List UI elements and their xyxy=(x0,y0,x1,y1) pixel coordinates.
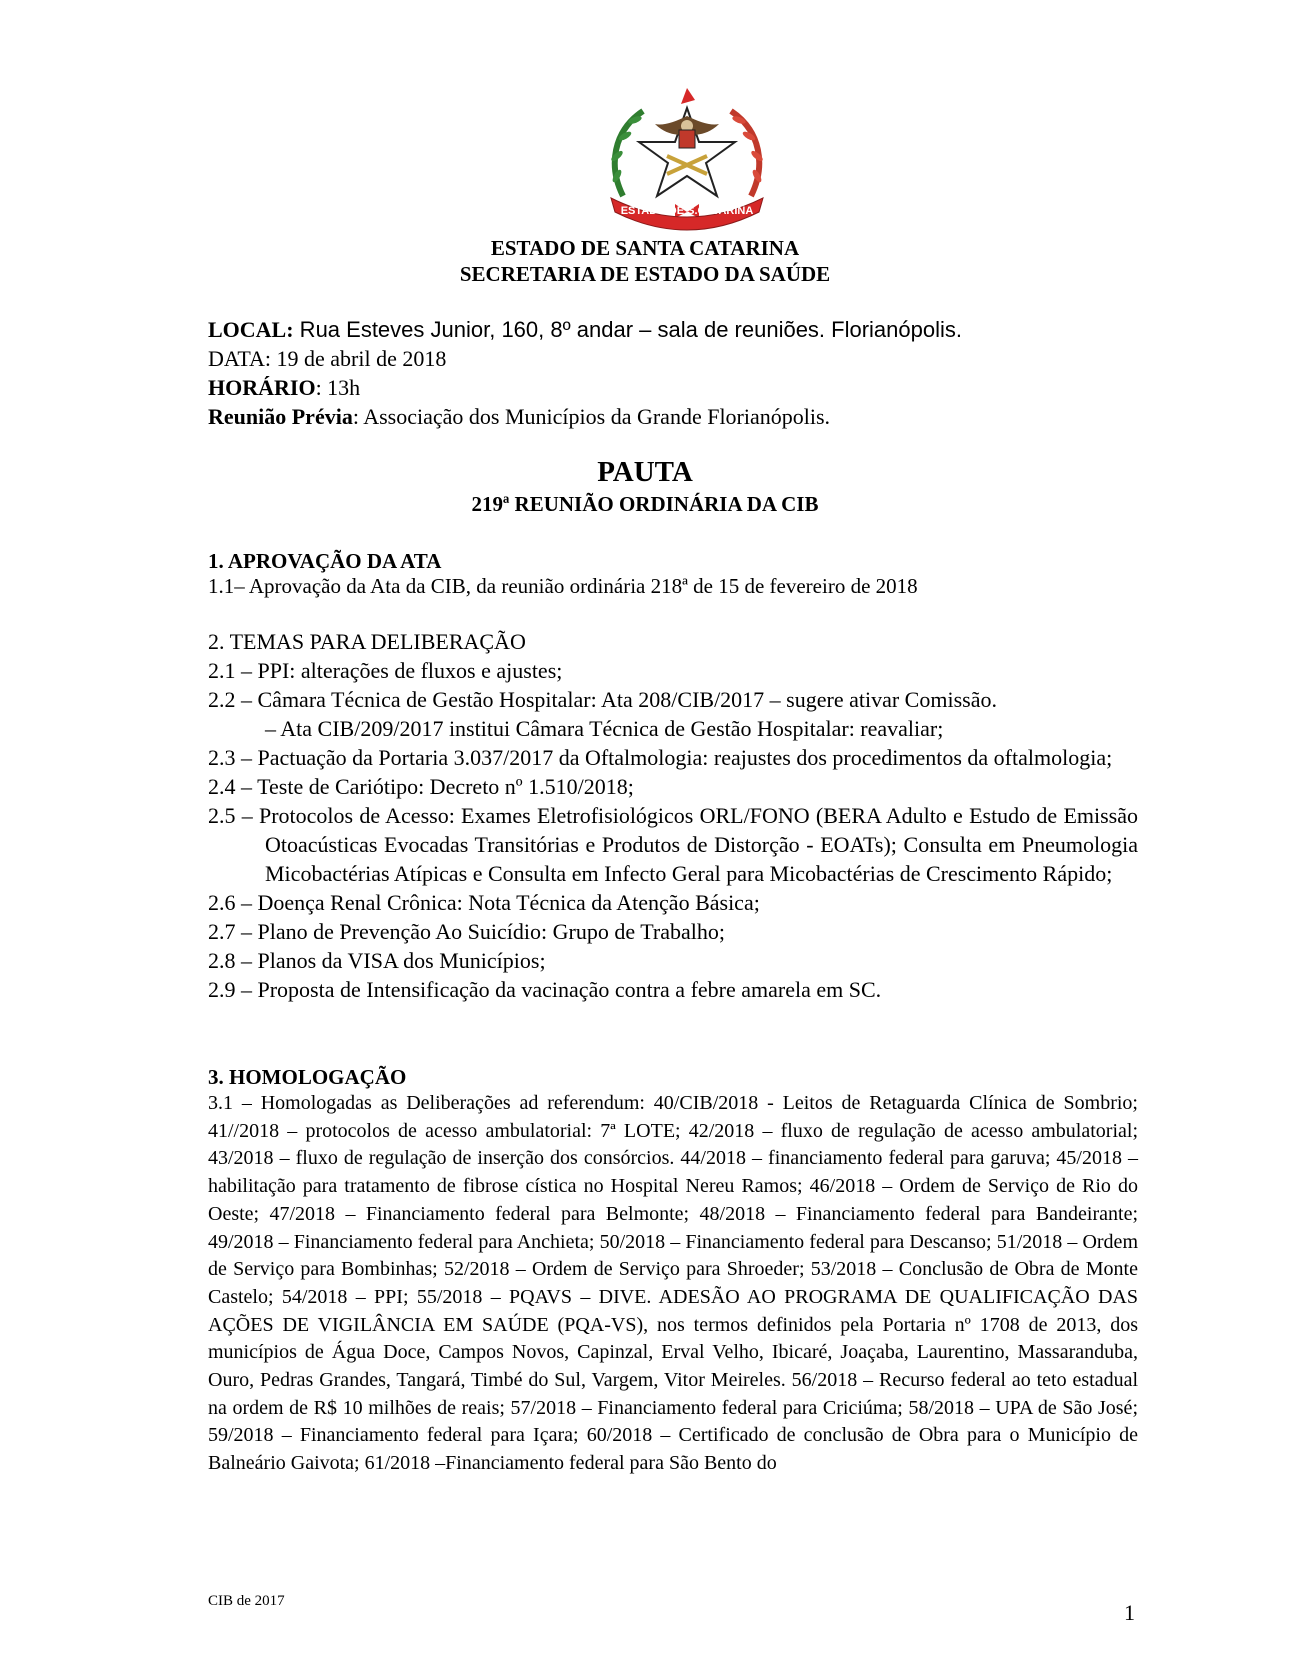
footer-text: CIB de 2017 xyxy=(208,1593,285,1609)
section2-list xyxy=(208,627,1138,1004)
previous-meeting-label: Reunião Prévia xyxy=(208,404,353,429)
crest-ribbon-text: ESTADO DE S.CATARINA xyxy=(620,205,754,217)
previous-meeting-value: : Associação dos Municípios da Grande Florianópolis. xyxy=(352,404,831,429)
list-item: 2.5 – Protocolos de Acesso: Exames Eletrofisiológicos ORL/FONO (BERA Adulto e Estudo de Emissão Otoacústicas Evocadas Transitórias e Produtos de Distorção - EOATs); Consulta em Pneumologia Micobactérias Atípicas e Consulta em Infecto Geral para Micobactérias de Crescimento Rápido; xyxy=(208,803,1138,886)
header-secretariat: SECRETARIA DE ESTADO DA SAÚDE xyxy=(459,262,831,286)
header-state: ESTADO DE SANTA CATARINA xyxy=(490,236,800,260)
list-item: 2.6 – Doença Renal Crônica: Nota Técnica da Atenção Básica; xyxy=(208,890,760,915)
section1-heading: 1. APROVAÇÃO DA ATA xyxy=(208,549,442,573)
list-item: 2.4 – Teste de Cariótipo: Decreto nº 1.510/2018; xyxy=(208,774,634,799)
time-label: HORÁRIO xyxy=(208,375,316,400)
agenda-title: PAUTA xyxy=(597,456,693,488)
info-previous-meeting xyxy=(208,402,1148,431)
section2-heading: 2. TEMAS PARA DELIBERAÇÃO xyxy=(208,629,526,654)
list-item: 2.7 – Plano de Prevenção Ao Suicídio: Grupo de Trabalho; xyxy=(208,919,725,944)
meeting-subtitle: 219ª REUNIÃO ORDINÁRIA DA CIB xyxy=(471,492,819,516)
info-date: DATA: 19 de abril de 2018 xyxy=(208,346,447,371)
info-time xyxy=(208,373,1148,402)
list-item: 2.1 – PPI: alterações de fluxos e ajustes; xyxy=(208,658,563,683)
list-item: 2.9 – Proposta de Intensificação da vacinação contra a febre amarela em SC. xyxy=(208,977,882,1002)
list-item-continuation: – Ata CIB/209/2017 institui Câmara Técnica de Gestão Hospitalar: reavaliar; xyxy=(265,716,944,741)
page-number: 1 xyxy=(1124,1600,1135,1625)
state-coat-of-arms-logo xyxy=(603,86,771,231)
section3-paragraph: 3.1 – Homologadas as Deliberações ad referendum: 40/CIB/2018 - Leitos de Retaguarda Clínica de Sombrio; 41//2018 – protocolos de acesso ambulatorial: 7ª LOTE; 42/2018 – fluxo de regulação de acesso ambulatorial; 43/2018 – fluxo de regulação de inserção dos consórcios. 44/2018 – financiamento federal para garuva; 45/2018 – habilitação para tratamento de fibrose cística no Hospital Nereu Ramos; 46/2018 – Ordem de Serviço de Rio do Oeste; 47/2018 – Financiamento federal para Belmonte; 48/2018 – Financiamento federal para Bandeirante; 49/2018 – Financiamento federal para Anchieta; 50/2018 – Financiamento federal para Descanso; 51/2018 – Ordem de Serviço para Bombinhas; 52/2018 – Ordem de Serviço para Shroeder; 53/2018 – Conclusão de Obra de Monte Castelo; 54/2018 – PPI; 55/2018 – PQAVS – DIVE. ADESÃO AO PROGRAMA DE QUALIFICAÇÃO DAS AÇÕES DE VIGILÂNCIA EM SAÚDE (PQA-VS), nos termos definidos pela Portaria nº 1708 de 2013, dos municípios de Água Doce, Campos Novos, Capinzal, Erval Velho, Ibicaré, Joaçaba, Laurentino, Massaranduba, Ouro, Pedras Grandes, Tangará, Timbé do Sul, Vargem, Vitor Meireles. 56/2018 – Recurso federal ao teto estadual na ordem de R$ 10 milhões de reais; 57/2018 – Financiamento federal para Criciúma; 58/2018 – UPA de São José; 59/2018 – Financiamento federal para Içara; 60/2018 – Certificado de conclusão de Obra para o Município de Balneário Gaivota; 61/2018 –Financiamento federal para São Bento do xyxy=(208,1092,1138,1475)
time-value: : 13h xyxy=(315,375,361,400)
list-item: 2.8 – Planos da VISA dos Municípios; xyxy=(208,948,546,973)
list-item: 2.2 – Câmara Técnica de Gestão Hospitalar: Ata 208/CIB/2017 – sugere ativar Comissão. xyxy=(208,687,997,712)
local-value: Rua Esteves Junior, 160, 8º andar – sala de reuniões. Florianópolis. xyxy=(293,317,962,342)
list-item: 2.3 – Pactuação da Portaria 3.037/2017 da Oftalmologia: reajustes dos procedimentos da oftalmologia; xyxy=(208,745,1113,770)
info-local xyxy=(208,315,1148,344)
section1-item: 1.1– Aprovação da Ata da CIB, da reunião ordinária 218ª de 15 de fevereiro de 2018 xyxy=(208,574,918,598)
local-label: LOCAL: xyxy=(208,317,294,342)
section3-heading: 3. HOMOLOGAÇÃO xyxy=(208,1065,407,1089)
